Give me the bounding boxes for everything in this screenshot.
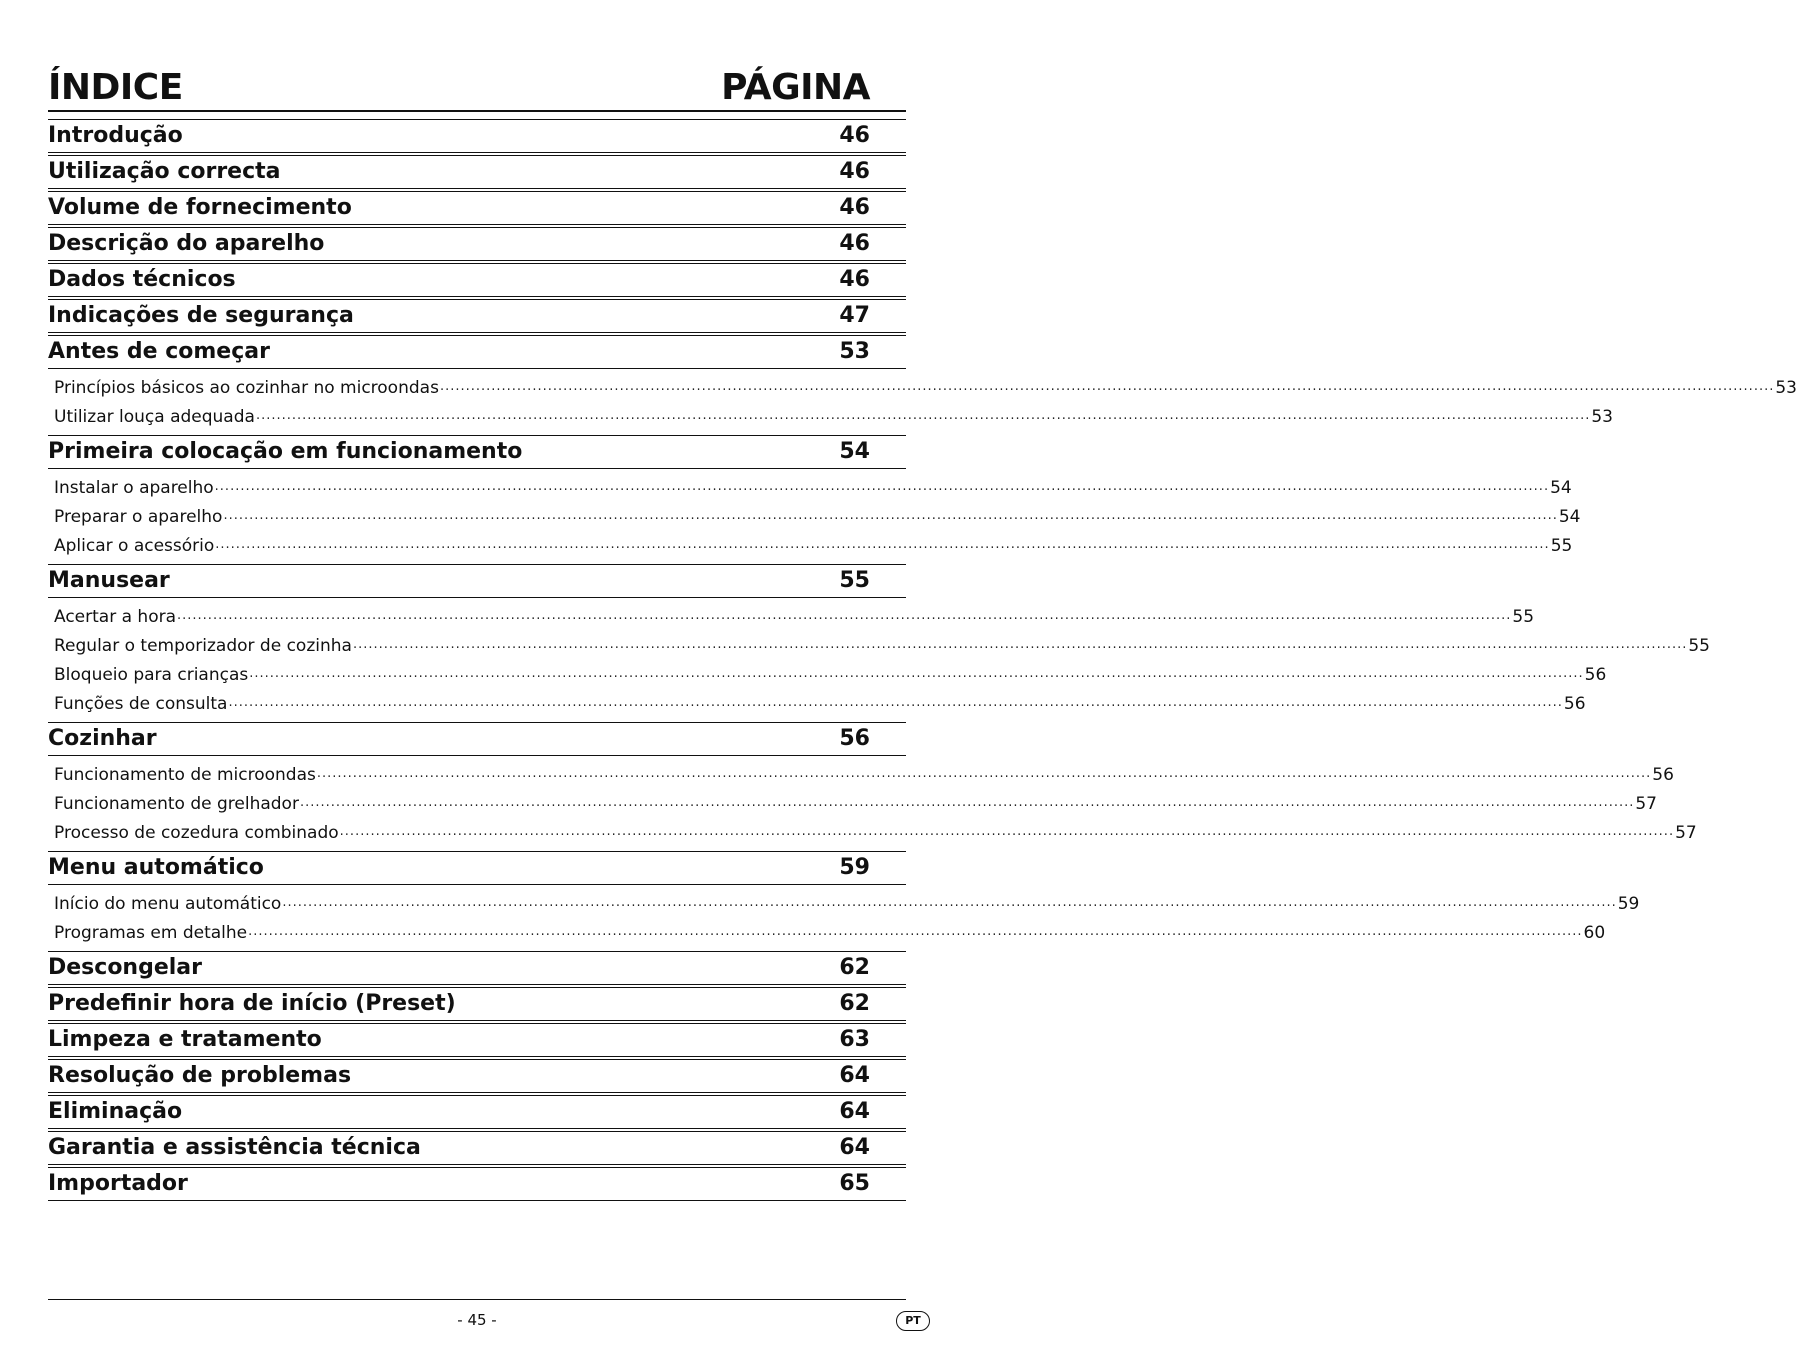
section-title: Cozinhar xyxy=(48,726,157,751)
section-page-number: 46 xyxy=(839,267,870,292)
toc-section xyxy=(48,299,906,333)
page-number: - 45 - xyxy=(457,1311,497,1329)
section-title: Descongelar xyxy=(48,955,202,980)
toc-section-heading[interactable] xyxy=(48,1059,906,1093)
subsection-entry[interactable] xyxy=(48,531,1573,560)
toc-section-heading[interactable] xyxy=(48,1131,906,1165)
section-title: Eliminação xyxy=(48,1099,183,1124)
dot-leader: .................................................................................................................................................................................................................................................................... xyxy=(282,895,1617,910)
section-page-number: 47 xyxy=(839,303,870,328)
section-page-number: 59 xyxy=(839,855,870,880)
subsection-list xyxy=(48,471,1581,564)
toc-section-heading[interactable] xyxy=(48,564,906,598)
section-title: Limpeza e tratamento xyxy=(48,1027,322,1052)
toc-section xyxy=(48,951,906,985)
subsection-page-number: 55 xyxy=(1688,635,1710,656)
toc-header xyxy=(48,66,906,112)
toc-section-heading[interactable] xyxy=(48,851,906,885)
subsection-page-number: 57 xyxy=(1635,793,1657,814)
subsection-title: Funcionamento de grelhador xyxy=(54,793,299,814)
page-column-title: PÁGINA xyxy=(721,67,870,108)
subsection-entry[interactable] xyxy=(48,631,1710,660)
section-page-number: 54 xyxy=(839,439,870,464)
subsection-title: Início do menu automático xyxy=(54,893,282,914)
toc-section xyxy=(48,564,1710,722)
section-page-number: 64 xyxy=(839,1063,870,1088)
section-page-number: 64 xyxy=(839,1099,870,1124)
subsection-title: Funções de consulta xyxy=(54,693,228,714)
toc-section-heading[interactable] xyxy=(48,435,906,469)
dot-leader: .................................................................................................................................................................................................................................................................... xyxy=(248,924,1583,939)
dot-leader: .................................................................................................................................................................................................................................................................... xyxy=(316,766,1652,781)
section-page-number: 62 xyxy=(839,991,870,1016)
toc-section xyxy=(48,335,1797,435)
section-page-number: 46 xyxy=(839,231,870,256)
toc-section xyxy=(48,851,1640,951)
table-of-contents xyxy=(48,119,1797,1203)
section-title: Importador xyxy=(48,1171,188,1196)
subsection-entry[interactable] xyxy=(48,760,1674,789)
toc-section xyxy=(48,1131,906,1165)
subsection-entry[interactable] xyxy=(48,918,1606,947)
language-badge: PT xyxy=(896,1311,930,1331)
toc-section-heading[interactable] xyxy=(48,1095,906,1129)
toc-section xyxy=(48,435,1581,564)
subsection-entry[interactable] xyxy=(48,373,1797,402)
toc-section-heading[interactable] xyxy=(48,1167,906,1201)
subsection-page-number: 60 xyxy=(1583,922,1606,943)
section-title: Antes de começar xyxy=(48,339,270,364)
subsection-page-number: 55 xyxy=(1512,606,1535,627)
subsection-page-number: 56 xyxy=(1652,764,1674,785)
toc-section xyxy=(48,263,906,297)
subsection-page-number: 56 xyxy=(1584,664,1607,685)
section-title: Volume de fornecimento xyxy=(48,195,352,220)
section-page-number: 56 xyxy=(839,726,870,751)
section-page-number: 46 xyxy=(839,159,870,184)
toc-section xyxy=(48,191,906,225)
toc-section-heading[interactable] xyxy=(48,299,906,333)
dot-leader: .................................................................................................................................................................................................................................................................... xyxy=(352,637,1688,652)
toc-section xyxy=(48,119,906,153)
toc-section xyxy=(48,227,906,261)
section-title: Garantia e assistência técnica xyxy=(48,1135,421,1160)
toc-section-heading[interactable] xyxy=(48,1023,906,1057)
dot-leader: .................................................................................................................................................................................................................................................................... xyxy=(255,408,1591,423)
subsection-page-number: 55 xyxy=(1550,535,1573,556)
subsection-list xyxy=(48,887,1640,951)
section-page-number: 46 xyxy=(839,195,870,220)
subsection-title: Princípios básicos ao cozinhar no microondas xyxy=(54,377,439,398)
subsection-page-number: 57 xyxy=(1675,822,1697,843)
subsection-entry[interactable] xyxy=(48,660,1607,689)
subsection-title: Regular o temporizador de cozinha xyxy=(54,635,352,656)
subsection-entry[interactable] xyxy=(48,818,1697,847)
toc-section xyxy=(48,155,906,189)
section-title: Introdução xyxy=(48,123,183,148)
subsection-entry[interactable] xyxy=(48,502,1581,531)
subsection-page-number: 54 xyxy=(1550,477,1572,498)
dot-leader: .................................................................................................................................................................................................................................................................... xyxy=(299,795,1635,810)
subsection-page-number: 56 xyxy=(1563,693,1586,714)
subsection-entry[interactable] xyxy=(48,602,1535,631)
toc-section xyxy=(48,1167,906,1201)
dot-leader: .................................................................................................................................................................................................................................................................... xyxy=(223,508,1558,523)
subsection-title: Preparar o aparelho xyxy=(54,506,223,527)
toc-section-heading[interactable] xyxy=(48,987,906,1021)
section-title: Descrição do aparelho xyxy=(48,231,325,256)
section-page-number: 55 xyxy=(839,568,870,593)
dot-leader: .................................................................................................................................................................................................................................................................... xyxy=(249,666,1584,681)
subsection-title: Funcionamento de microondas xyxy=(54,764,316,785)
subsection-list xyxy=(48,600,1710,722)
toc-section-heading[interactable] xyxy=(48,335,906,369)
subsection-title: Acertar a hora xyxy=(54,606,177,627)
section-title: Dados técnicos xyxy=(48,267,236,292)
dot-leader: .................................................................................................................................................................................................................................................................... xyxy=(228,695,1563,710)
toc-section xyxy=(48,987,906,1021)
subsection-entry[interactable] xyxy=(48,473,1572,502)
subsection-entry[interactable] xyxy=(48,789,1657,818)
section-title: Indicações de segurança xyxy=(48,303,354,328)
section-page-number: 63 xyxy=(839,1027,870,1052)
subsection-title: Programas em detalhe xyxy=(54,922,248,943)
section-page-number: 62 xyxy=(839,955,870,980)
subsection-title: Aplicar o acessório xyxy=(54,535,215,556)
subsection-title: Bloqueio para crianças xyxy=(54,664,249,685)
subsection-entry[interactable] xyxy=(48,402,1613,431)
subsection-entry[interactable] xyxy=(48,689,1586,718)
toc-section xyxy=(48,1023,906,1057)
dot-leader: .................................................................................................................................................................................................................................................................... xyxy=(339,824,1675,839)
toc-title: ÍNDICE xyxy=(48,67,183,108)
subsection-page-number: 53 xyxy=(1775,377,1797,398)
toc-section-heading[interactable] xyxy=(48,191,906,225)
dot-leader: .................................................................................................................................................................................................................................................................... xyxy=(177,608,1512,623)
subsection-title: Instalar o aparelho xyxy=(54,477,214,498)
subsection-title: Processo de cozedura combinado xyxy=(54,822,339,843)
toc-section-heading[interactable] xyxy=(48,227,906,261)
section-title: Manusear xyxy=(48,568,170,593)
subsection-list xyxy=(48,758,1697,851)
dot-leader: .................................................................................................................................................................................................................................................................... xyxy=(214,479,1550,494)
toc-section xyxy=(48,1095,906,1129)
subsection-page-number: 59 xyxy=(1617,893,1640,914)
toc-section xyxy=(48,1059,906,1093)
section-title: Menu automático xyxy=(48,855,264,880)
subsection-title: Utilizar louça adequada xyxy=(54,406,255,427)
footer-divider xyxy=(48,1299,906,1300)
subsection-entry[interactable] xyxy=(48,889,1640,918)
section-title: Utilização correcta xyxy=(48,159,281,184)
subsection-page-number: 54 xyxy=(1558,506,1581,527)
section-title: Primeira colocação em funcionamento xyxy=(48,439,523,464)
toc-section-heading[interactable] xyxy=(48,119,906,153)
section-page-number: 65 xyxy=(839,1171,870,1196)
toc-section-heading[interactable] xyxy=(48,951,906,985)
toc-section xyxy=(48,722,1697,851)
section-title: Predefinir hora de início (Preset) xyxy=(48,991,456,1016)
section-page-number: 64 xyxy=(839,1135,870,1160)
toc-section-heading[interactable] xyxy=(48,722,906,756)
section-page-number: 53 xyxy=(839,339,870,364)
subsection-page-number: 53 xyxy=(1591,406,1613,427)
toc-section-heading[interactable] xyxy=(48,263,906,297)
section-page-number: 46 xyxy=(839,123,870,148)
toc-section-heading[interactable] xyxy=(48,155,906,189)
section-title: Resolução de problemas xyxy=(48,1063,352,1088)
dot-leader: .................................................................................................................................................................................................................................................................... xyxy=(439,379,1775,394)
dot-leader: .................................................................................................................................................................................................................................................................... xyxy=(215,537,1550,552)
subsection-list xyxy=(48,371,1797,435)
